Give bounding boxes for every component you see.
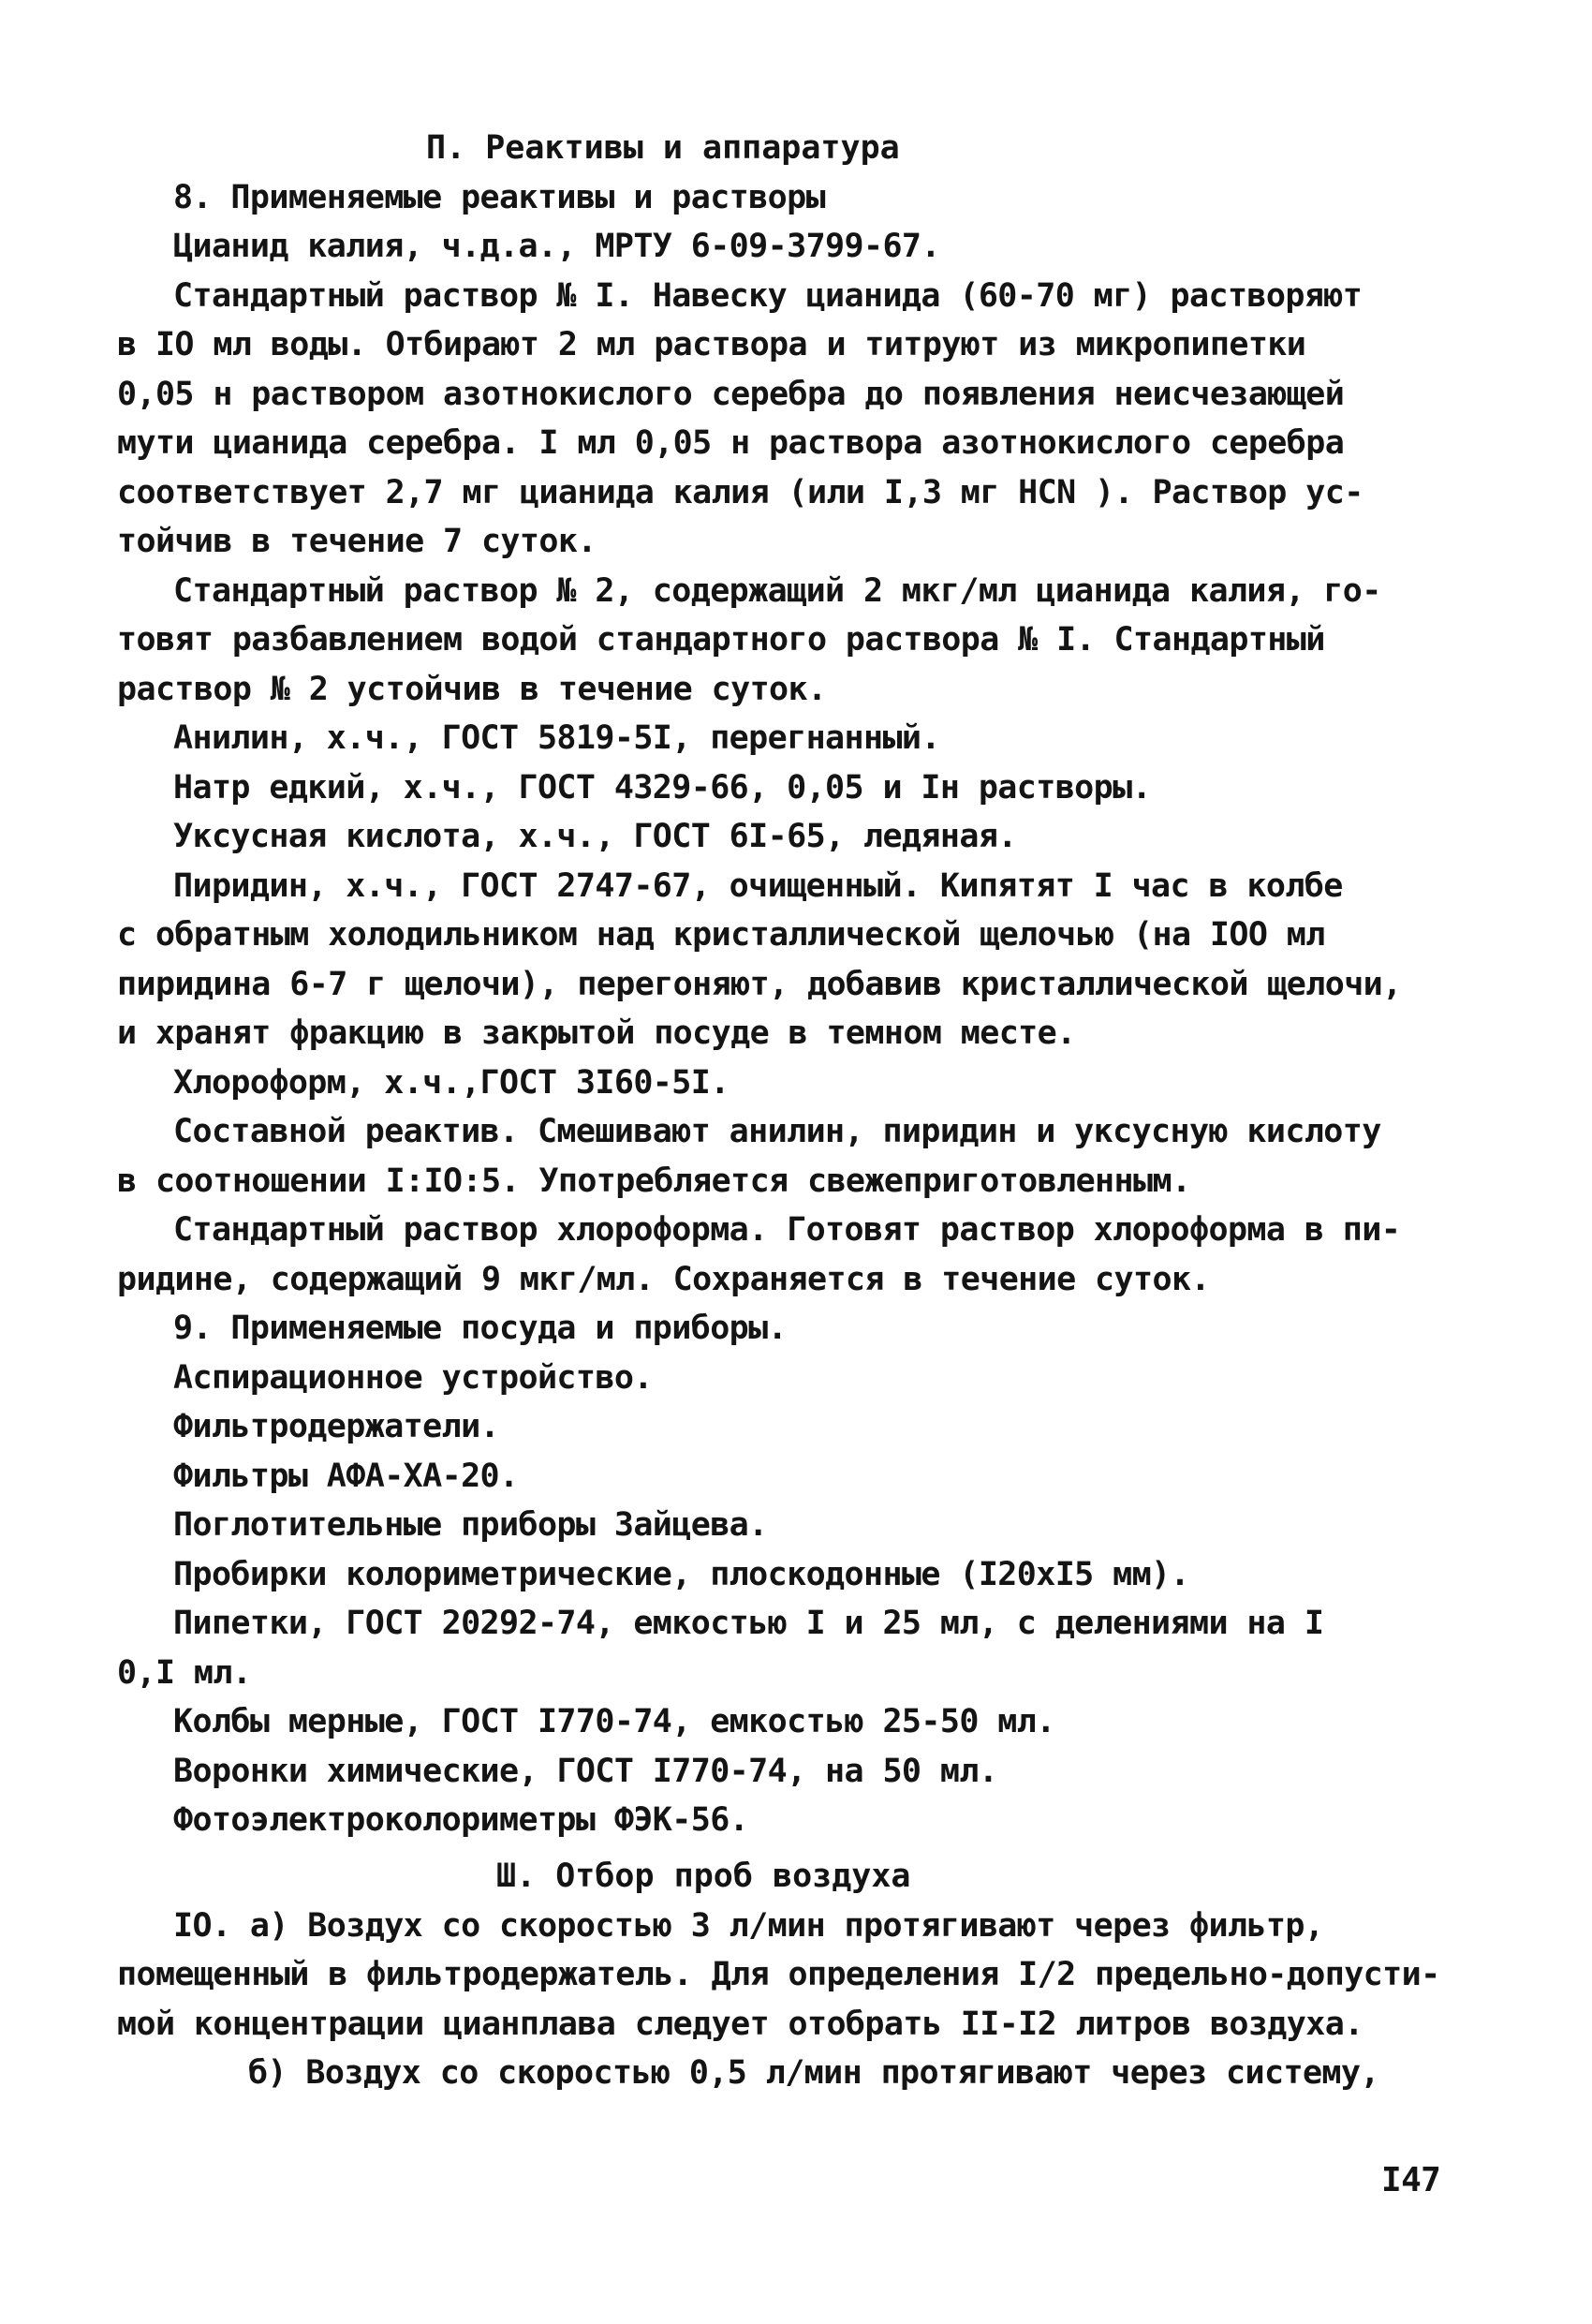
compound-reagent-line: Составной реактив. Смешивают анилин, пиридин и уксусную кислоту xyxy=(173,1113,1381,1150)
pyridine-line: пиридина 6-7 г щелочи), перегоняют, добавив кристаллической щелочи, xyxy=(117,966,1402,1003)
item-10-line: IO. а) Воздух со скоростью 3 л/мин протягивают через фильтр, xyxy=(173,1907,1324,1945)
equipment-item: Фильтры АФА-ХА-20. xyxy=(173,1458,519,1495)
std1-line: Стандартный раствор № I. Навеску цианида (60-70 мг) растворяют xyxy=(173,277,1363,315)
compound-reagent-line: в соотношении I:IO:5. Употребляется свежеприготовленным. xyxy=(117,1162,1191,1200)
acetic-acid-spec: Уксусная кислота, х.ч., ГОСТ 6I-65, ледяная. xyxy=(173,818,1017,855)
pyridine-line: Пиридин, х.ч., ГОСТ 2747-67, очищенный. Кипятят I час в колбе xyxy=(173,867,1343,905)
naoh-spec: Натр едкий, х.ч., ГОСТ 4329-66, 0,05 и Iн растворы. xyxy=(173,769,1152,807)
equipment-item: Пробирки колориметрические, плоскодонные (I20хI5 мм). xyxy=(173,1556,1190,1593)
std-chloroform-line: ридине, содержащий 9 мкг/мл. Сохраняется в течение суток. xyxy=(117,1261,1210,1298)
chloroform-spec: Хлороформ, х.ч.,ГОСТ 3I60-5I. xyxy=(173,1064,730,1102)
cyanide-spec: Цианид калия, ч.д.а., МРТУ 6-09-3799-67. xyxy=(173,228,940,265)
item-8-title: 8. Применяемые реактивы и растворы xyxy=(173,179,826,216)
std2-line: товят разбавлением водой стандартного раствора № I. Стандартный xyxy=(117,621,1325,659)
std1-line: в IO мл воды. Отбирают 2 мл раствора и титруют из микропипетки xyxy=(117,326,1306,363)
equipment-item: Аспирационное устройство. xyxy=(173,1359,653,1397)
equipment-item: Фильтродержатели. xyxy=(173,1408,500,1445)
std2-line: раствор № 2 устойчив в течение суток. xyxy=(117,671,827,708)
page-number: I47 xyxy=(1381,2161,1441,2199)
pipettes-line: 0,I мл. xyxy=(117,1654,252,1692)
item-10-line: мой концентрации цианплава следует отобрать II-I2 литров воздуха. xyxy=(117,2006,1364,2043)
item-10b-line: б) Воздух со скоростью 0,5 л/мин протягивают через систему, xyxy=(248,2054,1379,2092)
std1-line: мути цианида серебра. I мл 0,05 н раствора азотнокислого серебра xyxy=(117,424,1345,462)
item-10-line: помещенный в фильтродержатель. Для определения I/2 предельно-допусти- xyxy=(117,1956,1440,1993)
equipment-item: Фотоэлектроколориметры ФЭК-56. xyxy=(173,1801,749,1839)
aniline-spec: Анилин, х.ч., ГОСТ 5819-5I, перегнанный. xyxy=(173,719,940,757)
section-2-title: П. Реактивы и аппаратура xyxy=(426,129,900,167)
pyridine-line: с обратным холодильником над кристаллической щелочью (на IOO мл xyxy=(117,916,1325,954)
section-3-title: Ш. Отбор проб воздуха xyxy=(496,1858,911,1895)
equipment-item: Поглотительные приборы Зайцева. xyxy=(173,1506,768,1544)
equipment-item: Колбы мерные, ГОСТ I770-74, емкостью 25-50 мл. xyxy=(173,1703,1055,1740)
pyridine-line: и хранят фракцию в закрытой посуде в темном месте. xyxy=(117,1014,1076,1052)
equipment-item: Воронки химические, ГОСТ I770-74, на 50 мл. xyxy=(173,1753,998,1790)
std1-line: соответствует 2,7 мг цианида калия (или I,3 мг HCN ). Раствор ус- xyxy=(117,474,1364,511)
std-chloroform-line: Стандартный раствор хлороформа. Готовят раствор хлороформа в пи- xyxy=(173,1211,1401,1249)
std1-line: 0,05 н раствором азотнокислого серебра до появления неисчезающей xyxy=(117,376,1345,413)
pipettes-line: Пипетки, ГОСТ 20292-74, емкостью I и 25 мл, с делениями на I xyxy=(173,1605,1324,1642)
std1-line: тойчив в течение 7 суток. xyxy=(117,523,597,560)
item-9-title: 9. Применяемые посуда и приборы. xyxy=(173,1310,788,1347)
std2-line: Стандартный раствор № 2, содержащий 2 мкг/мл цианида калия, го- xyxy=(173,572,1381,610)
